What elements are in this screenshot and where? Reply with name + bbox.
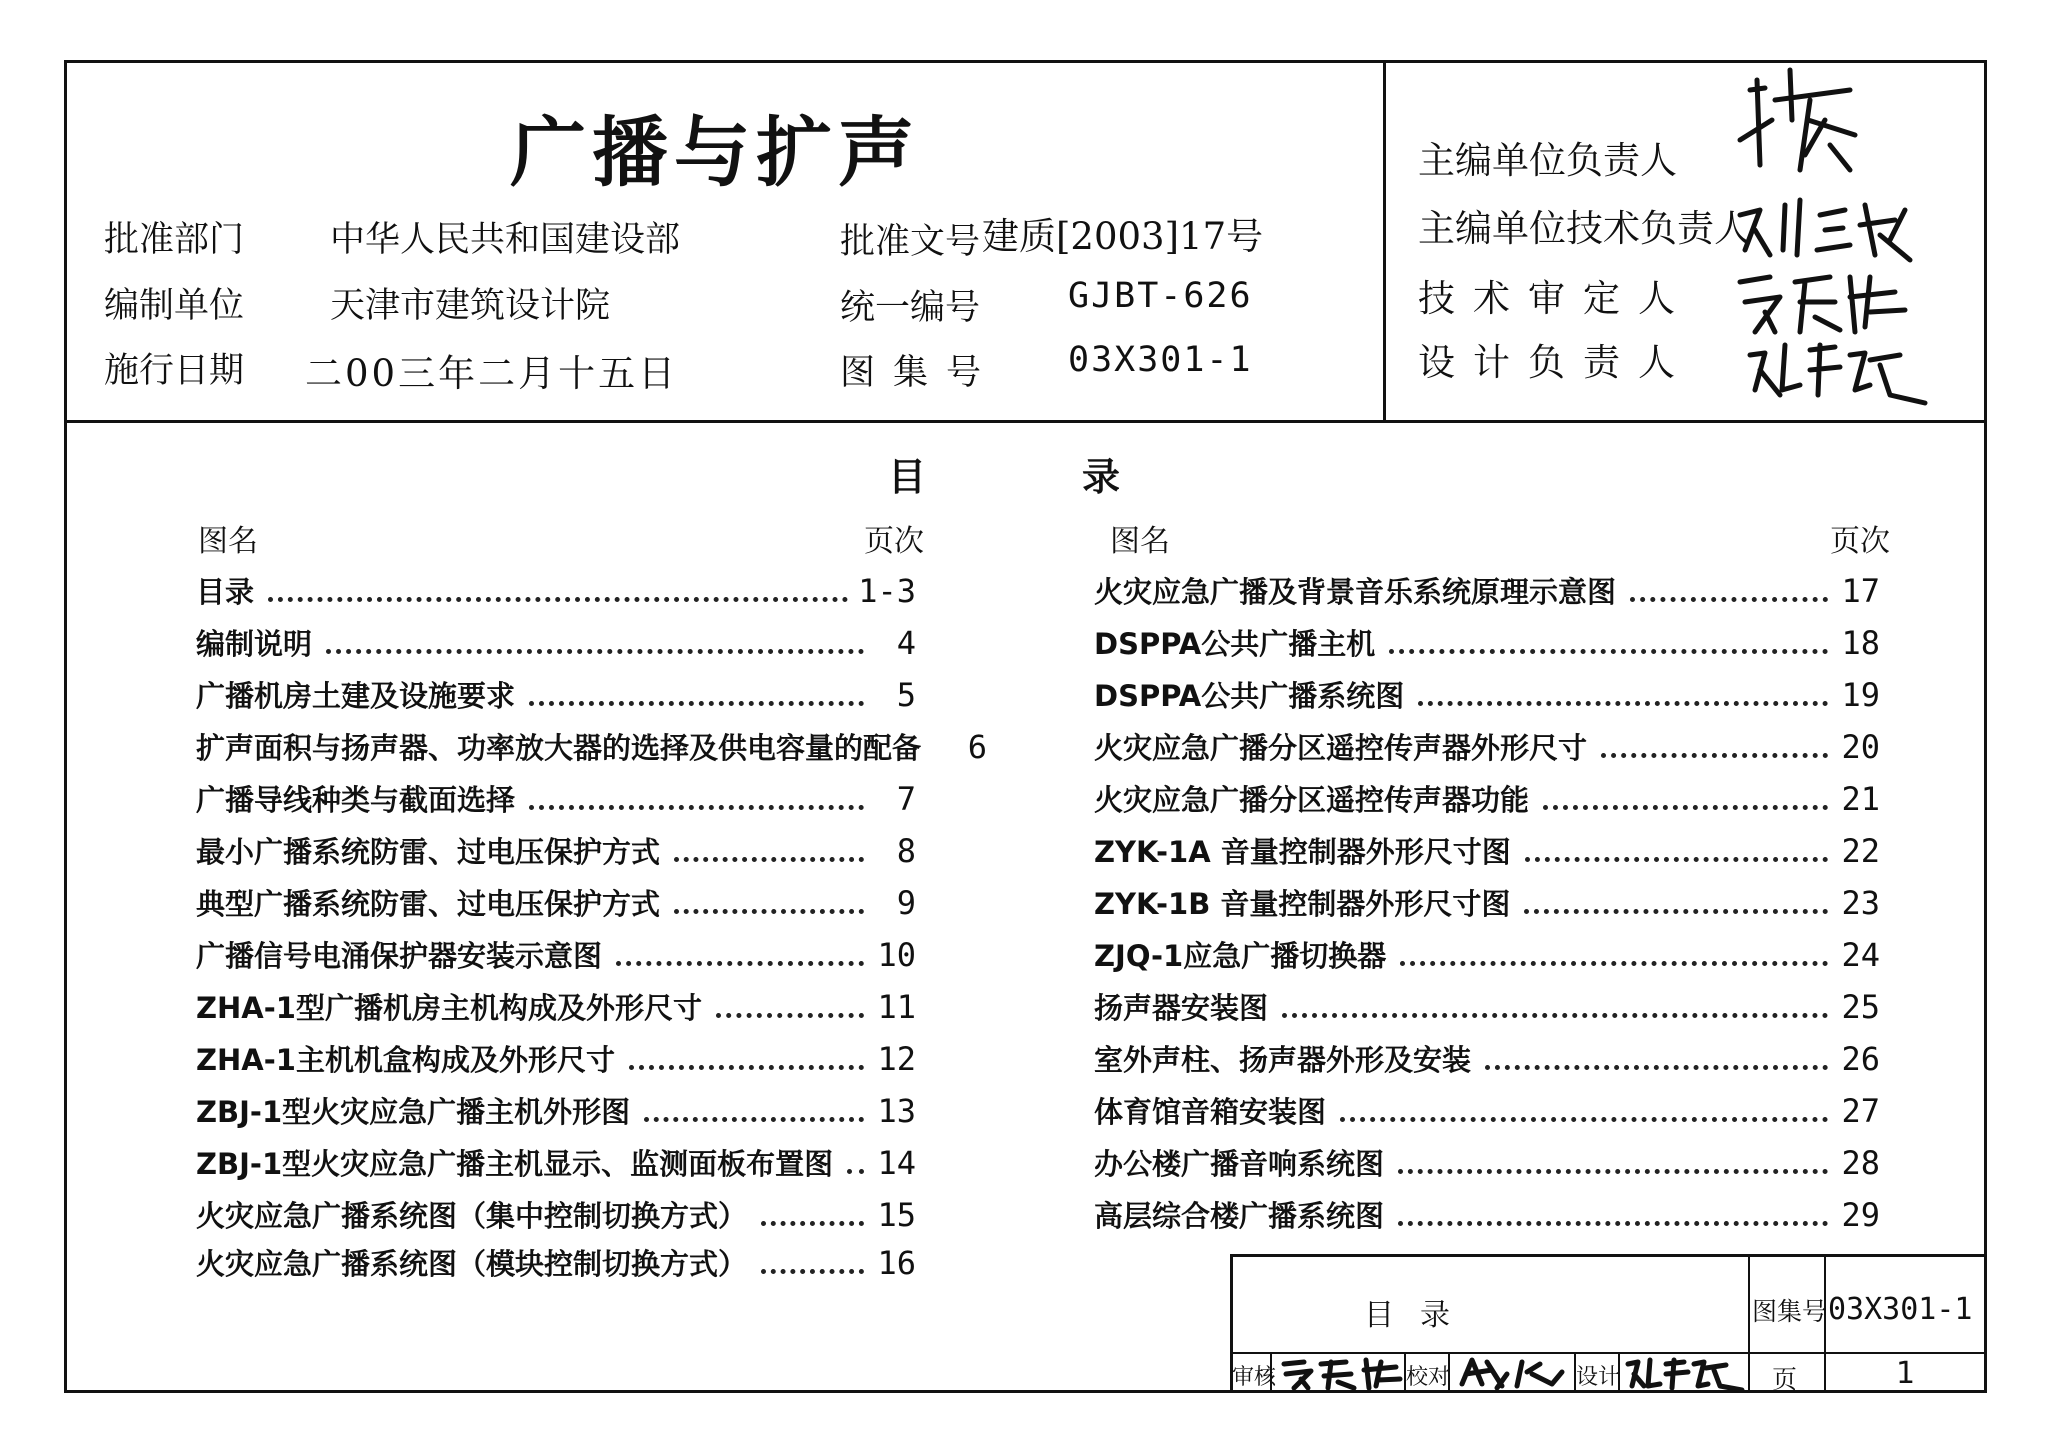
dot-leader (1525, 857, 1828, 862)
dot-leader (616, 961, 864, 966)
chief-unit-tech-head-label: 主编单位技术负责人 (1418, 207, 1751, 250)
atlas-no: 03X301-1 (1068, 340, 1253, 380)
toc-item-page: 24 (1841, 936, 1880, 974)
toc-item-name: 火灾应急广播系统图（模块控制切换方式） (196, 1247, 748, 1281)
approval-doc: 建质[2003]17号 (982, 215, 1264, 258)
dot-leader (1543, 805, 1828, 810)
toc-row (1094, 570, 1880, 614)
toc-item-name: 最小广播系统防雷、过电压保护方式 (196, 835, 661, 869)
toc-row (1094, 726, 1880, 770)
toc-row (196, 1142, 916, 1186)
toc-item-name: 目录 (196, 575, 255, 609)
page-number: 1 (1896, 1356, 1916, 1391)
signature-reviewer (1276, 1354, 1404, 1392)
signature-checker (1452, 1354, 1572, 1392)
check-label: 校对 (1406, 1365, 1451, 1390)
toc-item-page: 22 (1841, 832, 1880, 870)
toc-item-name: 广播导线种类与截面选择 (196, 783, 516, 817)
toc-item-name: DSPPA公共广播主机 (1094, 627, 1376, 661)
toc-item-page: 17 (1841, 572, 1880, 610)
toc-item-page: 29 (1841, 1196, 1880, 1234)
toc-item-name: 广播机房土建及设施要求 (196, 679, 516, 713)
toc-item-name: 典型广播系统防雷、过电压保护方式 (196, 887, 661, 921)
toc-row (196, 882, 916, 926)
dot-leader (268, 597, 848, 602)
toc-item-name: ZYK-1A 音量控制器外形尺寸图 (1094, 835, 1511, 869)
toc-item-name: 高层综合楼广播系统图 (1094, 1199, 1385, 1233)
atlas-no-value: 03X301-1 (1828, 1292, 1973, 1327)
dot-leader (1485, 1065, 1828, 1070)
toc-item-page: 5 (896, 676, 916, 714)
signature-chief-unit-tech-head (1725, 190, 1925, 270)
dot-leader (1524, 909, 1828, 914)
atlas-no-label: 图集号 (840, 353, 1000, 393)
toc-item-page: 16 (877, 1244, 916, 1282)
dot-leader (529, 701, 864, 706)
toc-item-page: 15 (877, 1196, 916, 1234)
toc-item-name: 广播信号电涌保护器安装示意图 (196, 939, 603, 973)
toc-row (1094, 622, 1880, 666)
dot-leader (1282, 1013, 1828, 1018)
tech-reviewer-label: 技术审定人 (1418, 277, 1693, 320)
left-col-name-header: 图名 (198, 524, 258, 559)
toc-item-page: 19 (1841, 676, 1880, 714)
toc-item-name: 编制说明 (196, 627, 313, 661)
toc-item-page: 26 (1841, 1040, 1880, 1078)
dot-leader (1418, 701, 1828, 706)
toc-row (196, 778, 916, 822)
toc-item-name: ZBJ-1型火灾应急广播主机外形图 (196, 1095, 631, 1129)
dot-leader (1389, 649, 1828, 654)
toc-item-page: 27 (1841, 1092, 1880, 1130)
title-block-top-line (1230, 1254, 1987, 1257)
sheet-title-left: 目 (1364, 1298, 1394, 1333)
dot-leader (674, 857, 864, 862)
signature-design-head (1740, 335, 1930, 410)
effective-date: 二00三年二月十五日 (305, 352, 679, 395)
toc-item-page: 13 (877, 1092, 916, 1130)
toc-row (1094, 830, 1880, 874)
design-label: 设计 (1576, 1365, 1621, 1390)
toc-item-page: 20 (1841, 728, 1880, 766)
toc-item-name: 扬声器安装图 (1094, 991, 1269, 1025)
toc-row (196, 1090, 916, 1134)
dot-leader (761, 1269, 864, 1274)
toc-item-page: 12 (877, 1040, 916, 1078)
left-col-page-header: 页次 (864, 524, 924, 559)
toc-item-name: 火灾应急广播及背景音乐系统原理示意图 (1094, 575, 1617, 609)
effective-date-label: 施行日期 (104, 351, 245, 391)
sheet-title-right: 录 (1420, 1298, 1450, 1333)
toc-title-right: 录 (1082, 455, 1121, 499)
toc-row (1094, 778, 1880, 822)
toc-title-left: 目 (888, 455, 927, 499)
toc-row (1094, 934, 1880, 978)
toc-row (196, 622, 916, 666)
compiler: 天津市建筑设计院 (330, 286, 611, 326)
toc-row (196, 830, 916, 874)
toc-row (196, 986, 916, 1030)
toc-item-page: 23 (1841, 884, 1880, 922)
dot-leader (847, 1169, 864, 1174)
toc-item-name: 火灾应急广播系统图（集中控制切换方式） (196, 1199, 748, 1233)
toc-item-name: 火灾应急广播分区遥控传声器功能 (1094, 783, 1530, 817)
approval-dept-label: 批准部门 (104, 220, 245, 260)
toc-item-name: ZHA-1主机机盒构成及外形尺寸 (196, 1043, 615, 1077)
toc-item-page: 4 (896, 624, 916, 662)
dot-leader (529, 805, 864, 810)
toc-row (196, 934, 916, 978)
page-title: 广播与扩声 (510, 108, 920, 197)
unified-no: GJBT-626 (1068, 276, 1253, 316)
toc-item-page: 8 (896, 832, 916, 870)
toc-item-name: DSPPA公共广播系统图 (1094, 679, 1405, 713)
toc-item-page: 10 (877, 936, 916, 974)
toc-row (196, 1194, 916, 1238)
toc-row (196, 1242, 916, 1286)
chief-unit-head-label: 主编单位负责人 (1418, 139, 1677, 182)
signature-tech-reviewer (1720, 262, 1920, 342)
toc-item-name: ZHA-1型广播机房主机构成及外形尺寸 (196, 991, 702, 1025)
header-vertical-divider (1383, 60, 1386, 422)
dot-leader (761, 1221, 864, 1226)
toc-row (1094, 1194, 1880, 1238)
toc-row (1094, 1038, 1880, 1082)
dot-leader (326, 649, 864, 654)
toc-item-name: 扩声面积与扬声器、功率放大器的选择及供电容量的配备 (196, 731, 922, 765)
design-head-label: 设计负责人 (1418, 341, 1693, 384)
toc-item-page: 21 (1841, 780, 1880, 818)
title-block-divider-1 (1748, 1254, 1750, 1393)
dot-leader (1340, 1117, 1828, 1122)
dot-leader (1398, 1169, 1828, 1174)
toc-row (196, 726, 988, 770)
toc-row (196, 570, 916, 614)
dot-leader (629, 1065, 864, 1070)
toc-row (196, 1038, 916, 1082)
toc-item-name: 办公楼广播音响系统图 (1094, 1147, 1385, 1181)
right-col-name-header: 图名 (1110, 524, 1170, 559)
dot-leader (1630, 597, 1828, 602)
dot-leader (644, 1117, 864, 1122)
toc-item-page: 7 (896, 780, 916, 818)
signature-designer (1622, 1354, 1746, 1392)
unified-no-label: 统一编号 (840, 288, 981, 328)
dot-leader (1601, 753, 1828, 758)
toc-item-name: ZJQ-1应急广播切换器 (1094, 939, 1387, 973)
toc-item-page: 28 (1841, 1144, 1880, 1182)
approval-dept: 中华人民共和国建设部 (330, 220, 681, 260)
toc-item-name: 火灾应急广播分区遥控传声器外形尺寸 (1094, 731, 1588, 765)
approval-doc-label: 批准文号 (840, 222, 981, 262)
toc-row (1094, 986, 1880, 1030)
toc-row (1094, 1142, 1880, 1186)
toc-item-name: 室外声柱、扬声器外形及安装 (1094, 1043, 1472, 1077)
toc-row (1094, 1090, 1880, 1134)
toc-row (1094, 882, 1880, 926)
dot-leader (674, 909, 864, 914)
toc-item-name: 体育馆音箱安装图 (1094, 1095, 1327, 1129)
dot-leader (1400, 961, 1828, 966)
compiler-label: 编制单位 (104, 286, 245, 326)
toc-item-page: 25 (1841, 988, 1880, 1026)
toc-item-page: 9 (896, 884, 916, 922)
toc-item-page: 18 (1841, 624, 1880, 662)
header-divider (64, 420, 1987, 423)
toc-item-page: 14 (877, 1144, 916, 1182)
toc-item-name: ZYK-1B 音量控制器外形尺寸图 (1094, 887, 1511, 921)
toc-item-name: ZBJ-1型火灾应急广播主机显示、监测面板布置图 (196, 1147, 834, 1181)
toc-row (1094, 674, 1880, 718)
right-col-page-header: 页次 (1830, 524, 1890, 559)
review-label: 审核 (1232, 1365, 1277, 1390)
toc-item-page: 6 (967, 728, 988, 766)
toc-row (196, 674, 916, 718)
atlas-label: 图集号 (1752, 1297, 1828, 1326)
dot-leader (1398, 1221, 1828, 1226)
dot-leader (716, 1013, 864, 1018)
page-label: 页 (1772, 1365, 1798, 1394)
toc-item-page: 1-3 (858, 572, 916, 610)
toc-item-page: 11 (877, 988, 916, 1026)
signature-chief-unit-head (1730, 60, 1870, 180)
